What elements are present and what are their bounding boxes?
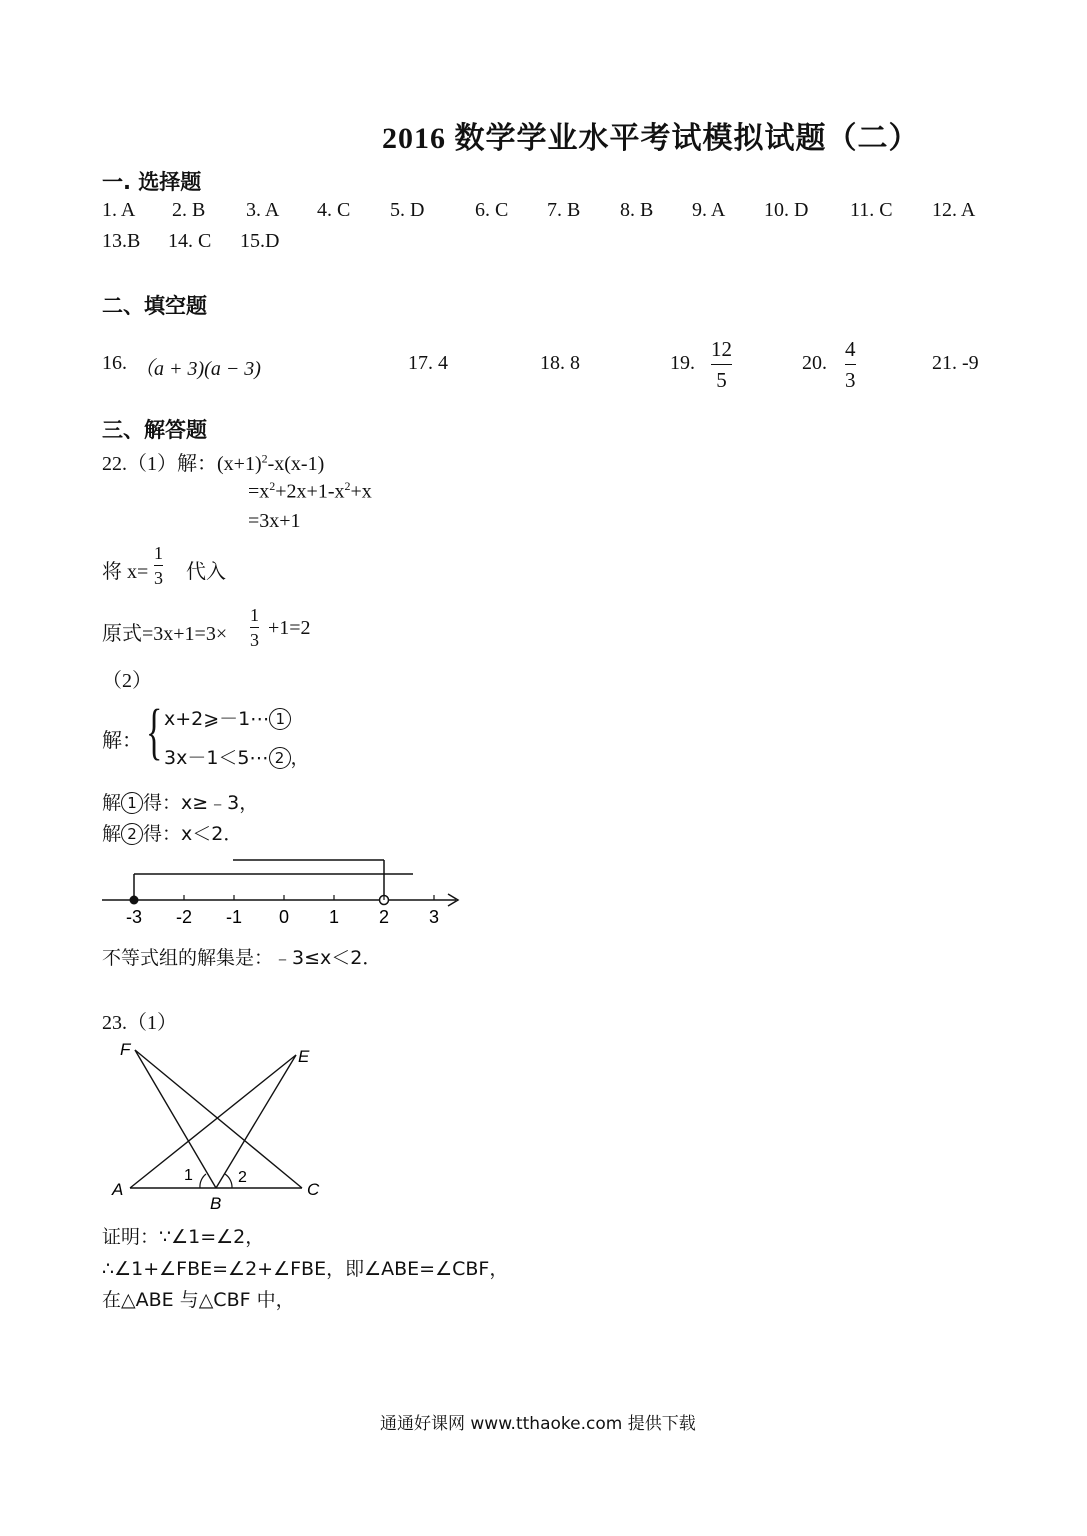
fraction-bar (711, 364, 732, 365)
q22-substitute-prefix: 将 x= (102, 561, 149, 583)
number-line-tick-label: 2 (378, 907, 390, 927)
answer-17: 17. 4 (408, 352, 448, 374)
answer-6: 6. C (475, 199, 509, 221)
footer-source: 通通好课网 www.tthaoke.com 提供下载 (380, 1414, 696, 1434)
answer-5: 5. D (390, 199, 425, 221)
fraction-bar (154, 565, 163, 566)
answer-11: 11. C (850, 199, 893, 221)
inequality-text: x+2⩾－1⋯ (164, 708, 270, 730)
q22-line1-suffix: -x(x-1) (267, 453, 325, 475)
q22-line2 (248, 479, 372, 504)
fraction-numerator: 1 (154, 543, 163, 563)
answer-14: 14. C (168, 230, 212, 252)
number-line-tick-label: 1 (328, 907, 340, 927)
point-label-C: C (307, 1180, 320, 1199)
fraction-denominator: 5 (716, 368, 727, 392)
number-line-tick-label: 3 (428, 907, 440, 927)
angle-label-2: 2 (238, 1169, 247, 1186)
circled-number: 1 (121, 792, 143, 814)
answer-12: 12. A (932, 199, 976, 221)
segment-AE (130, 1055, 296, 1188)
q22-part2-label: （2） (102, 670, 152, 692)
point-label-B: B (210, 1194, 222, 1213)
answer-4: 4. C (317, 199, 351, 221)
solution-text: 得：x＜2． (143, 823, 243, 845)
inequality-2 (164, 743, 310, 770)
q22-substitute-fraction (154, 543, 163, 588)
answer-18: 18. 8 (540, 352, 580, 374)
solution-text: 解 (102, 792, 122, 814)
segment-FB (135, 1050, 216, 1188)
answer-15: 15.D (240, 230, 280, 252)
solution-2 (102, 819, 242, 846)
number-line-tick-label: -1 (225, 907, 243, 927)
q22-result-fraction (250, 605, 259, 650)
circled-number: 2 (121, 823, 143, 845)
expr-part: +2x+1-x (275, 480, 345, 503)
angle-2-arc (225, 1174, 232, 1188)
answer-1: 1. A (102, 199, 136, 221)
number-line (98, 852, 468, 932)
q22-substitute-suffix: 代入 (186, 561, 226, 583)
section-heading-fill: 二、填空题 (102, 294, 207, 318)
expr-part: =x (248, 480, 270, 503)
fraction-denominator: 3 (250, 630, 259, 650)
proof-line-2: ∴∠1+∠FBE=∠2+∠FBE，即∠ABE=∠CBF， (102, 1258, 509, 1280)
fraction-denominator: 3 (845, 368, 856, 392)
q22-line3: =3x+1 (248, 510, 301, 532)
solution-text: 解 (102, 823, 122, 845)
q22-line1-prefix: 22.（1）解：(x+1) (102, 453, 262, 475)
number-line-tick-label: 0 (278, 907, 290, 927)
answer-10: 10. D (764, 199, 809, 221)
inequality-conclusion: 不等式组的解集是：﹣3≤x＜2． (102, 947, 382, 969)
number-line-tick-label: -3 (125, 907, 143, 927)
q22-solve-label: 解： (102, 730, 142, 752)
point-label-E: E (298, 1047, 310, 1066)
number-line-tick-label: -2 (175, 907, 193, 927)
q23-label: 23.（1） (102, 1012, 177, 1034)
superscript: 2 (261, 451, 268, 466)
fraction-numerator: 1 (250, 605, 259, 625)
answer-2: 2. B (172, 199, 206, 221)
answer-13: 13.B (102, 230, 141, 252)
expr-part: +x (350, 480, 372, 503)
inequality-text: 3x－1＜5⋯ (164, 747, 269, 769)
proof-line-1: 证明：∵∠1=∠2， (102, 1226, 265, 1248)
answer-19-fraction (711, 336, 732, 393)
solution-text: 得：x≥﹣3， (143, 792, 259, 814)
q22-result-suffix: +1=2 (268, 617, 311, 639)
answer-9: 9. A (692, 199, 726, 221)
solution-1 (102, 788, 258, 815)
fraction-numerator: 12 (711, 337, 732, 361)
answer-16: （a + 3)(a − 3) (134, 358, 261, 380)
answer-8: 8. B (620, 199, 654, 221)
answer-3: 3. A (246, 199, 280, 221)
inequality-1 (164, 704, 291, 731)
point-label-A: A (112, 1180, 124, 1199)
answer-16-label: 16. (102, 352, 127, 374)
geometry-figure (100, 1035, 340, 1215)
system-brace: { (146, 698, 163, 766)
answer-20-fraction (845, 336, 856, 393)
fraction-bar (845, 364, 856, 365)
q22-result-prefix: 原式=3x+1=3× (102, 623, 228, 645)
fraction-denominator: 3 (154, 568, 163, 588)
page-title: 2016 数学学业水平考试模拟试题（二） (382, 122, 920, 155)
point-label-F: F (120, 1040, 131, 1059)
fraction-numerator: 4 (845, 337, 856, 361)
answer-7: 7. B (547, 199, 581, 221)
answer-21: 21. -9 (932, 352, 979, 374)
circled-number: 1 (269, 708, 291, 730)
section-heading-choice: 一. 选择题 (102, 170, 202, 194)
q22-line1 (102, 447, 324, 476)
angle-1-arc (200, 1174, 206, 1188)
superscript: 2 (269, 479, 276, 493)
proof-line-3: 在△ABE 与△CBF 中， (102, 1289, 295, 1311)
segment-BE (216, 1055, 296, 1188)
circled-number: 2 (269, 747, 291, 769)
superscript: 2 (344, 479, 351, 493)
answer-20-label: 20. (802, 352, 827, 374)
section-heading-solve: 三、解答题 (102, 418, 207, 442)
angle-label-1: 1 (184, 1167, 193, 1184)
comma: ， (290, 747, 310, 769)
fraction-bar (250, 627, 259, 628)
answer-19-label: 19. (670, 352, 695, 374)
